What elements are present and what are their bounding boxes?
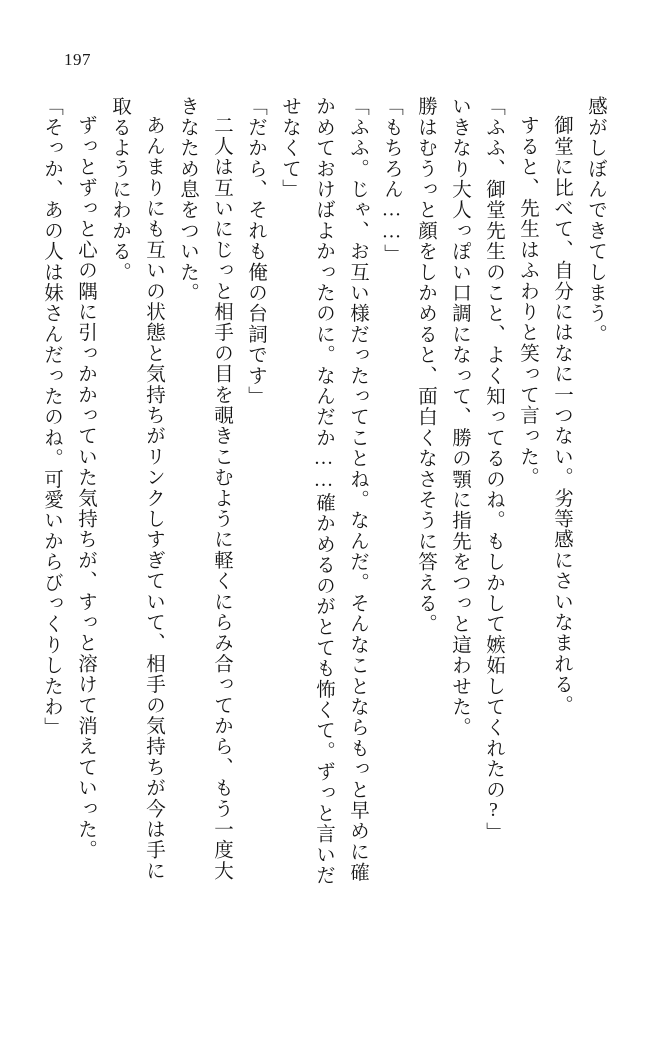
text-line: すると、先生はふわりと笑って言った。 [517,115,538,488]
text-line: 「そっか、あの人は妹さんだったのね。可愛いからびっくりしたわ」 [41,96,62,738]
text-line: 「ふふ、御堂先生のこと、よく知ってるのね。もしかして嫉妬してくれたの?」 [483,96,504,843]
text-line: 御堂に比べて、自分にはなに一つない。劣等感にさいなまれる。 [551,115,572,716]
text-line: ずっとずっと心の隅に引っかかっていた気持ちが、すっと溶けて消えていった。 [75,115,96,861]
page-number: 197 [64,50,91,69]
text-line: 勝はむうっと顔をしかめると、面白くなさそうに答える。 [415,96,436,635]
text-line: 「ふふ。じゃ、お互い様だったってことね。なんだ。そんなことならもっと早めに確 [347,96,368,883]
text-line: きなため息をついた。 [177,96,198,303]
text-line: 感がしぼんできてしまう。 [585,96,606,345]
text-line: いきなり大人っぽい口調になって、勝の顎に指先をつっと這わせた。 [449,96,470,738]
text-line: 「だから、それも俺の台詞です」 [245,96,266,407]
text-line: 「もちろん……」 [381,96,402,265]
text-line: 取るようにわかる。 [109,96,130,283]
text-line: せなくて」 [279,96,300,200]
text-line: かめておけばよかったのに。なんだか……確かめるのがとても怖くて。ずっと言いだ [313,96,334,886]
text-line: 二人は互いにじっと相手の目を覗きこむように軽くにらみ合ってから、もう一度大 [211,115,232,881]
text-line: あんまりにも互いの状態と気持ちがリンクしすぎていて、相手の気持ちが今は手に [143,115,164,881]
page-body-text [41,96,612,1026]
